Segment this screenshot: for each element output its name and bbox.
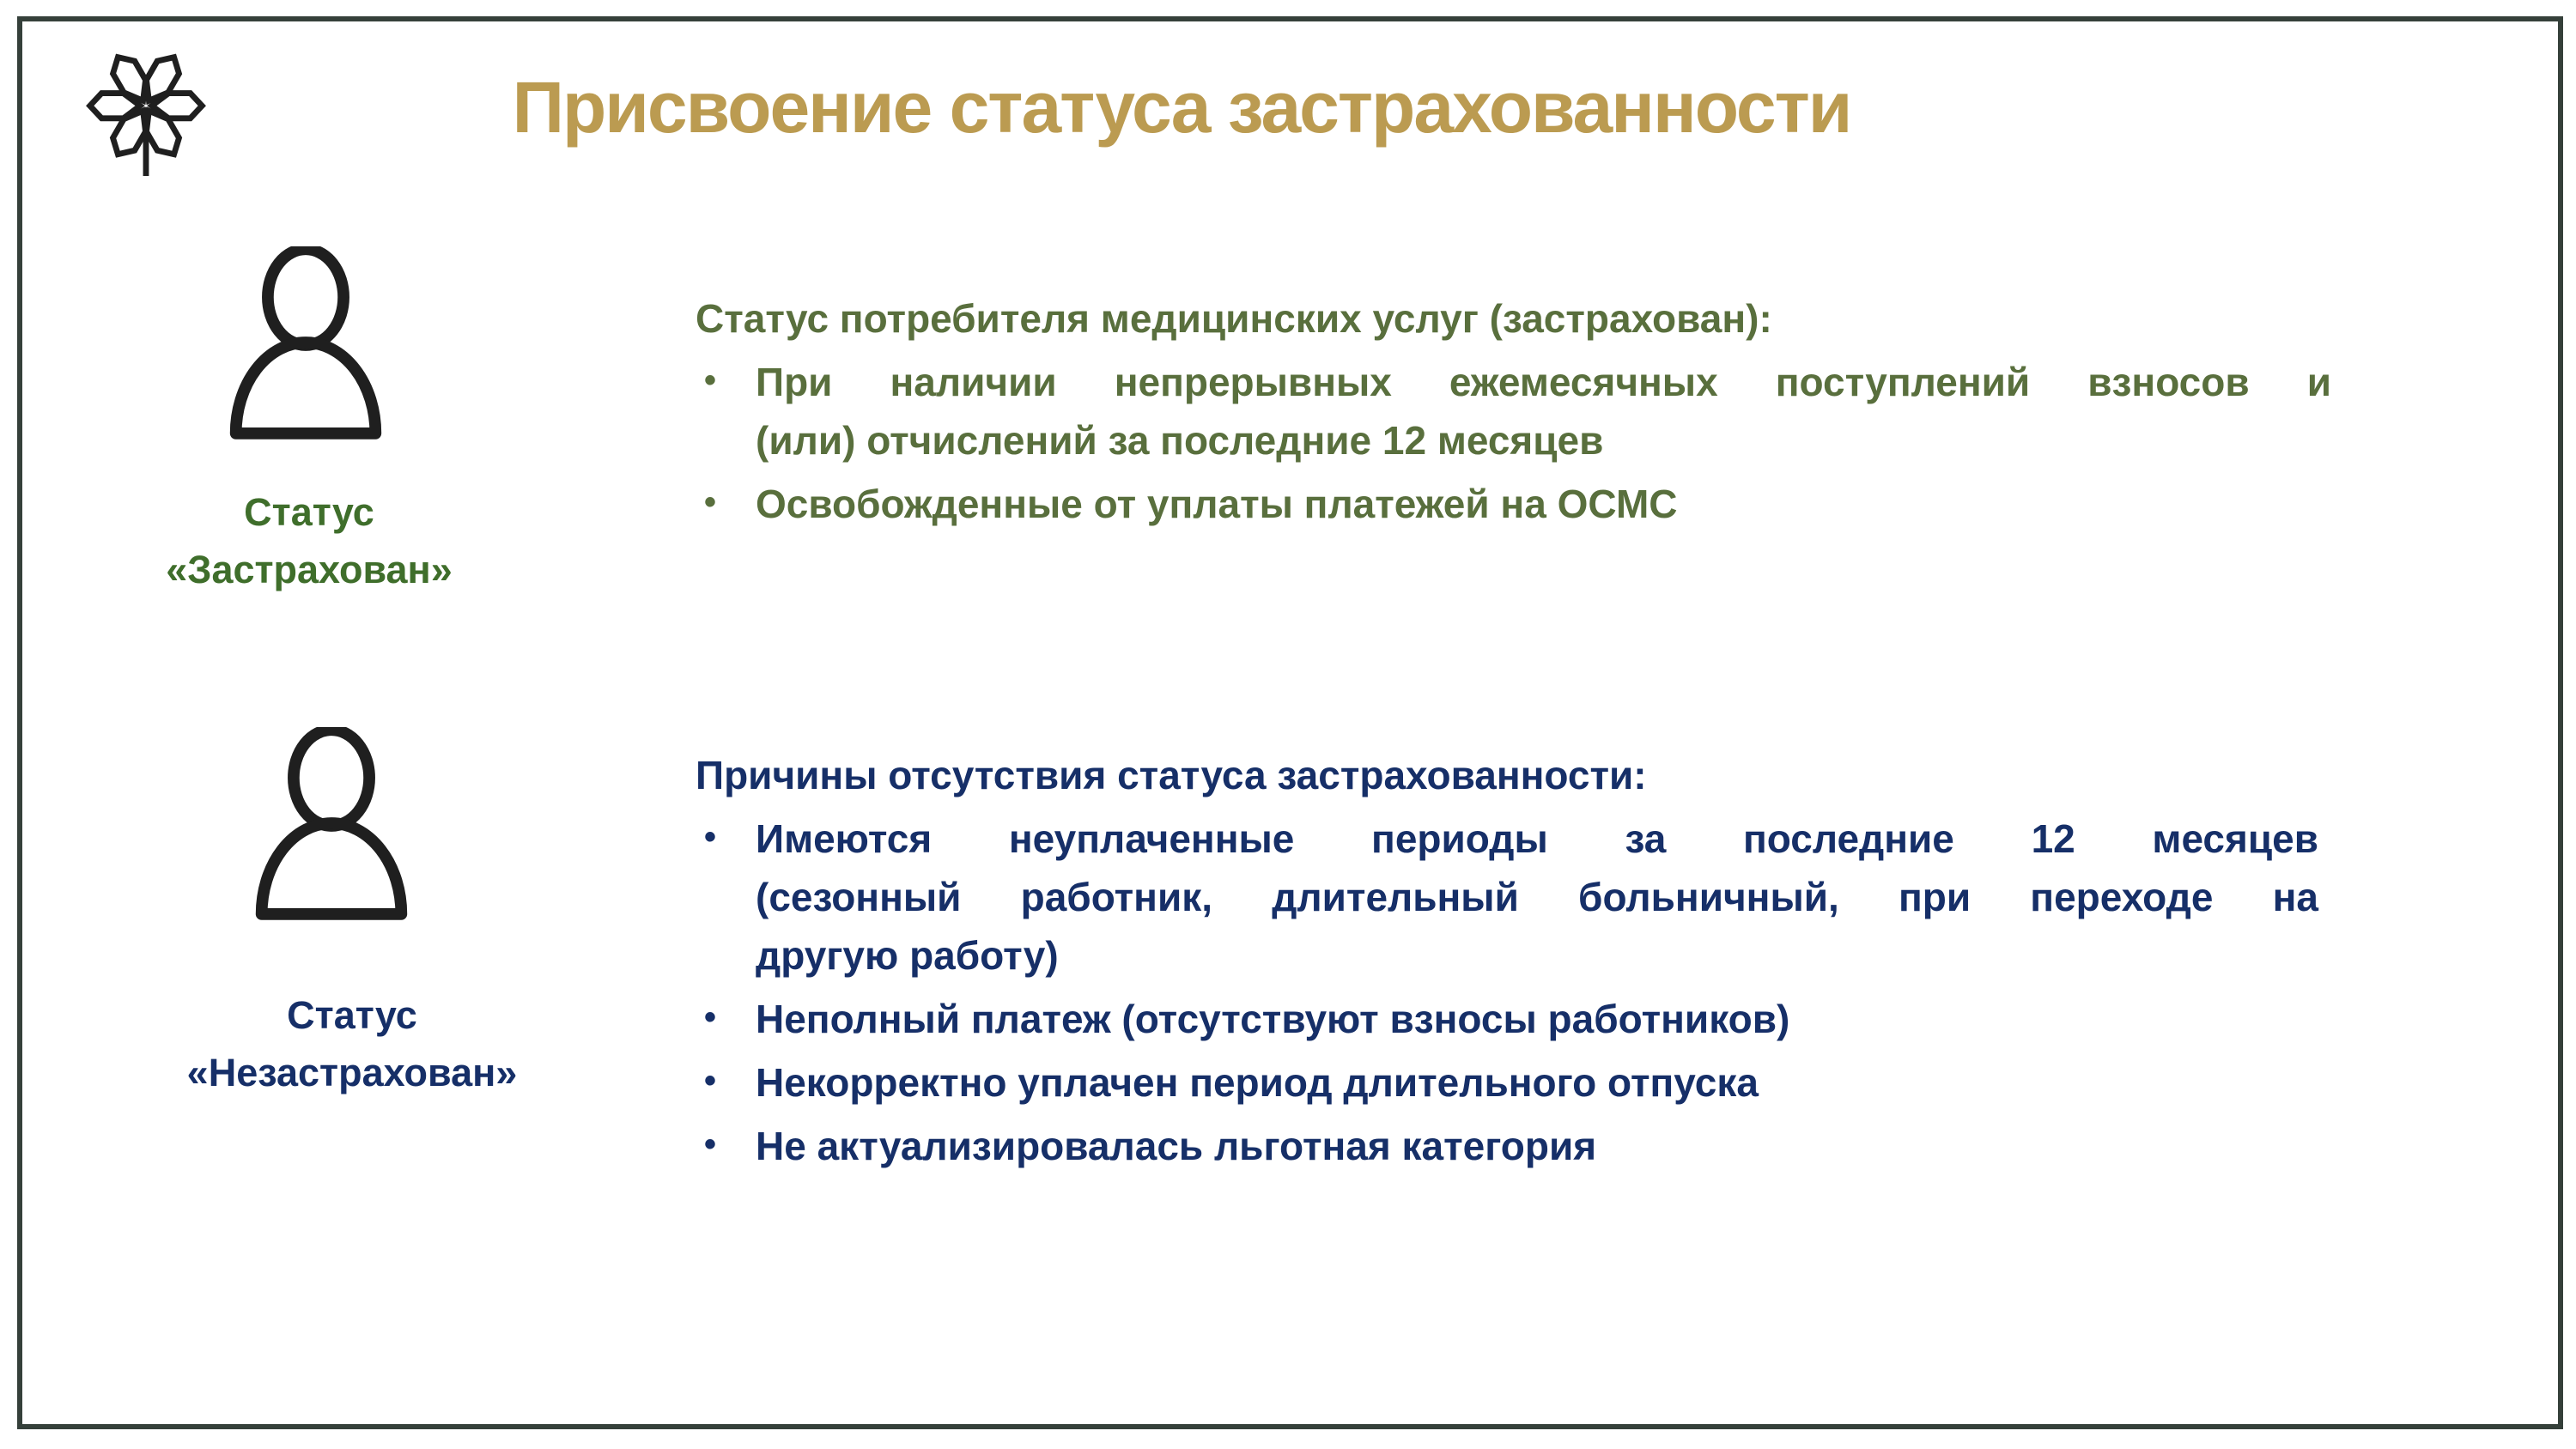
uninsured-text-block: [696, 746, 2318, 1175]
fund-logo-icon: [81, 40, 211, 185]
slide-frame: [17, 16, 2563, 1429]
insured-text-block: [696, 289, 2331, 533]
bullet-line: • Освобожденные от уплаты платежей на ОСМС: [756, 482, 1678, 526]
status-label-line: Статус: [244, 490, 374, 534]
uninsured-status-label: [94, 986, 610, 1101]
status-label-line: «Застрахован»: [166, 548, 453, 591]
uninsured-person-icon: [247, 727, 416, 923]
insured-person-icon: [222, 246, 390, 442]
bullet-item: [696, 475, 2331, 533]
bullet-line: • Неполный платеж (отсутствуют взносы работников): [756, 997, 1790, 1041]
person-head: [268, 249, 343, 345]
bullet-line: • При наличии непрерывных ежемесячных поступлений взносов и: [756, 360, 2331, 404]
person-body: [236, 343, 376, 433]
bullet-line: (или) отчислений за последние 12 месяцев: [756, 418, 1604, 463]
bullet-item: [696, 1117, 2318, 1175]
slide-title: Присвоение статуса застрахованности: [512, 67, 1851, 148]
insured-heading: Статус потребителя медицинских услуг (застрахован):: [696, 296, 1772, 341]
person-body: [262, 823, 402, 914]
person-head: [294, 730, 369, 826]
bullet-line: другую работу): [756, 933, 1059, 978]
status-label-line: «Незастрахован»: [186, 1051, 518, 1094]
bullet-item: [696, 1053, 2318, 1112]
insured-status-label: [52, 483, 567, 598]
bullet-line: • Некорректно уплачен период длительного отпуска: [756, 1060, 1759, 1105]
bullet-line: (сезонный работник, длительный больничный, при переходе на: [756, 875, 2318, 919]
uninsured-heading: Причины отсутствия статуса застрахованности:: [696, 753, 1647, 797]
bullet-item: [696, 990, 2318, 1048]
bullet-line: • Не актуализировалась льготная категория: [756, 1124, 1597, 1168]
status-label-line: Статус: [287, 993, 417, 1037]
bullet-line: • Имеются неуплаченные периоды за последние 12 месяцев: [756, 816, 2318, 861]
bullet-item: [696, 353, 2331, 470]
bullet-item: [696, 809, 2318, 985]
